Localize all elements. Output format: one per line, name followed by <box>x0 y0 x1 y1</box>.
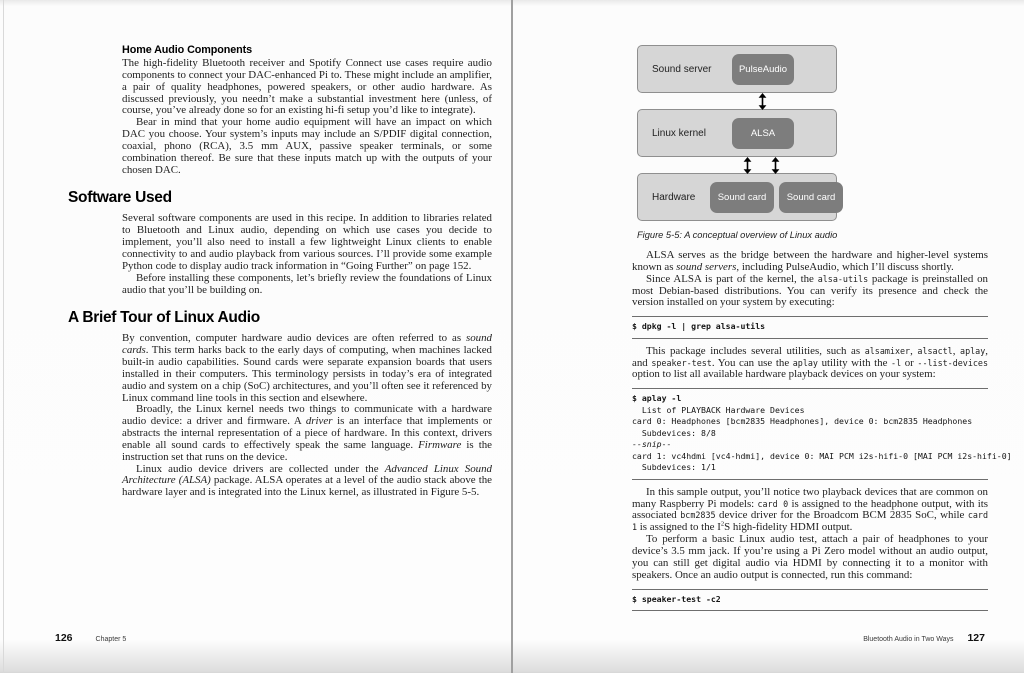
diagram-arrows <box>637 93 837 109</box>
paragraph: ALSA serves as the bridge between the hardware and higher-level systems known as sound servers, including PulseAudio, which I’ll discuss shortly. <box>632 249 988 273</box>
code-line: Subdevices: 1/1 <box>632 462 716 473</box>
right-page-content <box>632 40 1012 618</box>
paragraph: Before installing these components, let’s briefly review the foundations of Linux audio that you’ll be building on. <box>122 271 492 296</box>
code-block-aplay <box>632 388 1012 480</box>
code-block-dpkg <box>632 316 988 339</box>
code-line: $ speaker-test -c2 <box>632 593 721 604</box>
subheading-home-audio-components: Home Audio Components <box>122 44 253 56</box>
paragraph: By convention, computer hardware audio devices are often referred to as sound cards. This term harks back to the early days of computing, when machines lacked built-in audio capabilities. Sound cards were separate expansion boards that users installed in their computers. This terminology persists in today’s era of integrated audio and system on a chip (SoC) architectures, and you’ll often see it referenced by Linux command line tools in this section and elsewhere. <box>122 332 492 404</box>
code-line: $ aplay -l <box>632 393 682 404</box>
double-arrow-icon <box>742 157 753 174</box>
page-number: 127 <box>967 632 985 644</box>
diagram-layer-linux-kernel <box>637 109 837 157</box>
right-page-footer <box>863 632 985 644</box>
paragraph: Broadly, the Linux kernel needs two things to communicate with a hardware audio device: a driver and firmware. A driver is an interface that implements or abstracts the internal representation of a piece of hardware. In this context, drivers enable all sound cards to effectively speak the same language. Firmware is the instruction set that runs on the device. <box>122 403 493 463</box>
paragraph: In this sample output, you’ll notice two playback devices that are common on many Raspberry Pi models: card 0 is assigned to the headphone output, with its associated bcm2835 device driver for the Broadcom BCM 2835 SoC, while card 1 is assigned to the $I^2S$ high-fidelity HDMI output. <box>632 485 988 534</box>
figure-caption: Figure 5-5: A conceptual overview of Linux audio <box>637 230 838 240</box>
diagram-node-pulseaudio: PulseAudio <box>732 54 794 85</box>
paragraph: Linux audio device drivers are collected under the Advanced Linux Sound Architecture (ALSA) package. ALSA operates at a level of the audio stack above the hardware layer and is integrated into the Linux kernel, as illustrated in Figure 5-5. <box>122 462 493 499</box>
paragraph: This package includes several utilities, such as alsamixer, alsactl, aplay, and speaker-test. You can use the aplay utility with the -l or --list-devices option to list all available hardware playback devices on your system: <box>632 344 988 381</box>
code-line: card 1: vc4hdmi [vc4-hdmi], device 0: MAI PCM i2s-hifi-0 [MAI PCM i2s-hifi-0] <box>632 450 1012 461</box>
diagram-arrows <box>637 157 837 173</box>
paragraph: Since ALSA is part of the kernel, the alsa-utils package is preinstalled on most Debian-based distributions. You can verify its presence and check the version installed on your system by executing: <box>632 272 988 309</box>
left-page <box>0 0 511 673</box>
running-footer-section: Bluetooth Audio in Two Ways <box>863 636 954 643</box>
paragraph: Several software components are used in this recipe. In addition to libraries related to Bluetooth and Linux audio, depending on which use cases you decide to implement, you’ll also need to install a few lightweight Linux clients to enable connectivity to and audio playback from various sources. I’ll provide some example Python code to display audio track information in “Going Further” on page 152. <box>122 212 492 272</box>
layer-label: Hardware <box>652 191 696 203</box>
linux-audio-stack-diagram <box>637 45 837 221</box>
diagram-node-sound-card-2: Sound card <box>779 182 843 213</box>
section-heading-software-used: Software Used <box>68 189 172 207</box>
left-page-content <box>68 44 492 499</box>
right-page <box>513 0 1024 673</box>
layer-label: Linux kernel <box>652 127 706 139</box>
left-page-footer <box>55 632 126 644</box>
layer-label: Sound server <box>652 63 712 75</box>
diagram-layer-sound-server <box>637 45 837 93</box>
code-line: --snip-- <box>632 439 672 450</box>
code-block-speaker-test <box>632 589 988 612</box>
diagram-layer-hardware <box>637 173 837 221</box>
page-number: 126 <box>55 632 73 644</box>
running-footer-chapter: Chapter 5 <box>95 636 127 643</box>
code-line: $ dpkg -l | grep alsa-utils <box>632 321 766 332</box>
diagram-node-alsa: ALSA <box>732 118 794 149</box>
code-line: Subdevices: 8/8 <box>632 427 716 438</box>
paragraph: Bear in mind that your home audio equipment will have an impact on which DAC you choose. Your system’s inputs may include an S/PDIF digital connection, coaxial, phono (RCA), 3.5 mm AUX, passive speaker terminals, or some combination thereof. Be sure that these inputs match up with the outputs of your chosen DAC. <box>122 116 492 176</box>
code-line: card 0: Headphones [bcm2835 Headphones], device 0: bcm2835 Headphones <box>632 416 973 427</box>
section-heading-brief-tour: A Brief Tour of Linux Audio <box>68 309 260 327</box>
double-arrow-icon <box>770 157 781 174</box>
code-line: List of PLAYBACK Hardware Devices <box>632 404 805 415</box>
paragraph: To perform a basic Linux audio test, attach a pair of headphones to your device’s 3.5 mm jack. If you’re using a Pi Zero model without an audio output, you can still get digital audio via HDMI by connecting it to a monitor with speakers. Once an audio output is connected, run this command: <box>632 533 988 581</box>
diagram-node-sound-card-1: Sound card <box>710 182 774 213</box>
paragraph: The high-fidelity Bluetooth receiver and Spotify Connect use cases require audio components to connect your DAC-enhanced Pi to. These might include an amplifier, a pair of quality headphones, powered speakers, or other audio hardware. As discussed previously, you needn’t make a substantial investment here (unless, of course, you’ve already done so for an existing hi-fi setup you’d like to integrate). <box>122 57 492 117</box>
double-arrow-icon <box>757 93 768 110</box>
